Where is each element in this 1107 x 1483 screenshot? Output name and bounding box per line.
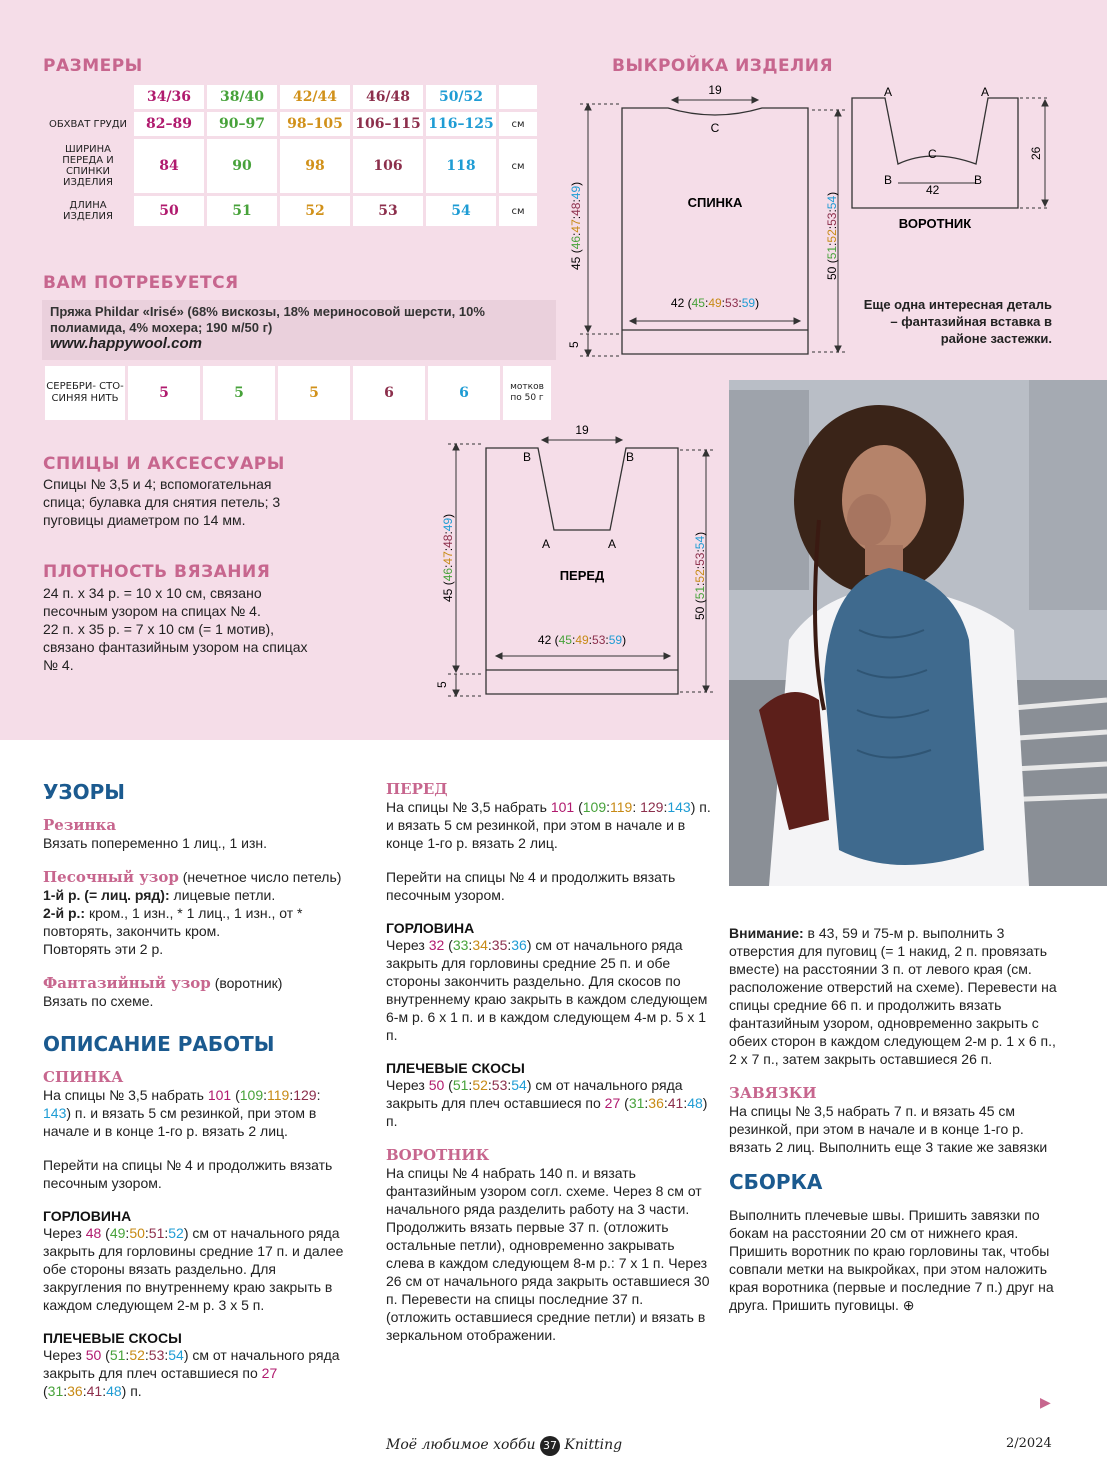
back-n-1: 101 (207, 1087, 232, 1103)
size-header-5: 50/52 (426, 85, 496, 109)
back-length-label: 50 (51:52:53:54) (825, 191, 839, 280)
ties-title: ЗАВЯЗКИ (729, 1084, 817, 1102)
sand-note: (нечетное число петель) (182, 869, 342, 885)
unit-cm: см (499, 139, 537, 193)
neck-n-4: 51 (148, 1225, 165, 1241)
collar-point-a-left: A (884, 85, 893, 99)
back-neck-title: ГОРЛОВИНА (43, 1208, 132, 1224)
attention-text (729, 924, 1059, 1068)
front-width-5: 59 (608, 633, 623, 647)
width-4: 106 (353, 139, 423, 193)
back-width-3: 49 (708, 296, 722, 310)
sand-row-1-label: 1-й р. (= лиц. ряд): (43, 887, 170, 903)
fancy-text: Вязать по схеме. (43, 993, 154, 1009)
footer-magazine-name: Моё любимое хобби (386, 1437, 536, 1453)
front-n3-2: 51 (452, 1077, 469, 1093)
back-n-5: 143 (43, 1105, 67, 1121)
sh-n1-3: 52 (129, 1347, 145, 1363)
sizes-title: РАЗМЕРЫ (43, 56, 143, 76)
work-title: ОПИСАНИЕ РАБОТЫ (43, 1032, 275, 1056)
front-neck-title: ГОРЛОВИНА (386, 920, 475, 936)
collar-point-b-left: B (884, 173, 893, 187)
front-length-3: 52 (693, 569, 707, 583)
gauge-line-1: 24 п. х 34 р. = 10 х 10 см, связано песочным узором на спицах № 4. (43, 585, 262, 619)
back-width-4: 53 (725, 296, 739, 310)
front-length-5: 54 (693, 535, 707, 550)
front-text: На спицы № 3,5 набрать 101 (109:119: 129:143) п. и вязать 5 см резинкой, при этом в начале и в конце 1-го р. вязать 2 лиц. (386, 799, 711, 851)
width-2: 90 (207, 139, 277, 193)
size-header-1: 34/36 (134, 85, 204, 109)
chest-1: 82–89 (134, 112, 204, 136)
front-width-2: 45 (558, 633, 572, 647)
model-illustration (729, 380, 1107, 886)
front-b: п. и вязать 5 см резинкой, при этом в начале и в конце 1-го р. вязать 2 лиц. (386, 799, 711, 851)
back-width-label: 42 (45:49:53:59) (670, 296, 760, 310)
front-a: На спицы № 3,5 набрать (386, 799, 547, 815)
front-n4-3: 36 (648, 1095, 664, 1111)
front-title: ПЕРЕД (386, 780, 448, 798)
back-shoulder-text: Через 50 (51:52:53:54) см от начального ряда закрыть для плеч оставшиеся по 27 (31:36:41:48) п. (43, 1347, 340, 1399)
front-n2-4: 35 (491, 937, 508, 953)
back-width-main: 42 (670, 296, 685, 310)
back-neck-width: 19 (708, 83, 722, 97)
collar-point-c: C (928, 147, 937, 161)
back-neck-a: Через (43, 1225, 82, 1241)
front-n3-5: 54 (511, 1077, 527, 1093)
sand-row-2 (43, 904, 363, 940)
yarn-table (42, 363, 554, 423)
front-n4-2: 31 (628, 1095, 645, 1111)
sh-n1-1: 50 (85, 1347, 102, 1363)
front-n4-5: 48 (687, 1095, 703, 1111)
assembly-text (729, 1206, 1059, 1314)
back-title: СПИНКА (43, 1068, 124, 1086)
front-schematic (430, 420, 720, 710)
back-text-a: На спицы № 3,5 набрать (43, 1087, 204, 1103)
front-arm-3: 47 (441, 551, 455, 565)
neck-n-1: 48 (85, 1225, 102, 1241)
length-2: 51 (207, 196, 277, 226)
footer-magazine (386, 1436, 622, 1456)
footer-issue: 2/2024 (1006, 1436, 1052, 1451)
front-n2-3: 34 (472, 937, 488, 953)
sizes-table (42, 82, 540, 229)
tools-title: СПИЦЫ И АКСЕССУАРЫ (43, 454, 285, 474)
collar-point-a-right: A (981, 85, 990, 99)
yarn-qty-4: 6 (353, 366, 425, 420)
back-length-4: 53 (825, 212, 839, 226)
front-width-label: 42 (45:49:53:59) (537, 633, 627, 647)
back-arm-main: 45 (569, 256, 583, 270)
width-5: 118 (426, 139, 496, 193)
unit-cm: см (499, 112, 537, 136)
back-sh-c: п. (130, 1383, 142, 1399)
front-width-4: 53 (592, 633, 606, 647)
back-neck-b: см от начального ряда закрыть для горловины средние 17 п. и далее обе стороны вязать раздельно. Для закругления по внутреннему краю закрыть в каждом следующем 2-м р. 3 х 5 п. (43, 1225, 344, 1313)
front-n1-1: 101 (550, 799, 575, 815)
front-length-label: 50 (51:52:53:54) (693, 531, 707, 620)
photo-caption: Еще одна интересная деталь – фантазийная вставка в районе застежки. (863, 297, 1052, 346)
back-width-2: 45 (691, 296, 705, 310)
sh-n2-1: 27 (261, 1365, 278, 1381)
row-label-length: ДЛИНА ИЗДЕЛИЯ (45, 196, 131, 226)
back-arm-label: 45 (46:47:48:49) (569, 181, 583, 270)
length-5: 54 (426, 196, 496, 226)
sh-n1-5: 54 (168, 1347, 184, 1363)
front-arm-4: 48 (441, 534, 455, 548)
back-length-3: 52 (825, 229, 839, 243)
front-section (386, 780, 711, 1344)
unit-cm: см (499, 196, 537, 226)
width-1: 84 (134, 139, 204, 193)
front-width-3: 49 (575, 633, 589, 647)
footer-brand: Knitting (564, 1437, 623, 1453)
neck-n-5: 52 (168, 1225, 184, 1241)
fancy-title: Фантазийный узор (43, 974, 211, 992)
attention-body: в 43, 59 и 75-м р. выполнить 3 отверстия для пуговиц (= 1 накид, 2 п. провязать вместе) на расстоянии 3 п. от левого края (см. расположение отверстий на схеме). Перевести на спицы средние 66 п. и продолжить вязать фантазийным узором, одновременно закрыть с обеих сторон в каждом следующем 2-м р. 1 х 6 п., 2 х 7 п., затем закрыть оставшиеся 26 п. (729, 925, 1057, 1067)
front-n4-4: 41 (667, 1095, 684, 1111)
back-point-c: C (710, 121, 720, 135)
back-length-2: 51 (825, 245, 839, 260)
need-title: ВАМ ПОТРЕБУЕТСЯ (43, 273, 239, 293)
front-point-a-right: A (608, 537, 617, 551)
front-sh-c: п. (386, 1113, 398, 1129)
front-n2-5: 36 (511, 937, 527, 953)
front-hem: 5 (435, 681, 449, 688)
back-neck-text: Через 48 (49:50:51:52) см от начального ряда закрыть для горловины средние 17 п. и далее обе стороны вязать раздельно. Для закругления по внутреннему краю закрыть в каждом следующем 2-м р. 3 х 5 п. (43, 1225, 344, 1313)
front-n1-5: 143 (667, 799, 691, 815)
sh-n1-4: 53 (148, 1347, 165, 1363)
back-arm-3: 47 (569, 219, 583, 233)
neck-n-3: 50 (129, 1225, 145, 1241)
sand-repeat: Повторять эти 2 р. (43, 941, 164, 957)
front-neck-b: см от начального ряда закрыть для горловины средние 25 п. и обе стороны закончить раздельно. Для скосов по внутреннему краю закрыть в каждом следующем 6-м р. 6 х 1 п. и в каждом следующем 4-м р. 5 х 1 п. (386, 937, 708, 1043)
model-photo (729, 380, 1107, 886)
sh-n2-2: 31 (47, 1383, 64, 1399)
back-shoulder-title: ПЛЕЧЕВЫЕ СКОСЫ (43, 1330, 182, 1346)
front-arm-main: 45 (441, 588, 455, 602)
sand-row-1 (43, 886, 363, 904)
back-arm-2: 46 (569, 235, 583, 250)
sand-pattern (43, 868, 363, 886)
collar-title: ВОРОТНИК (386, 1146, 490, 1164)
yarn-box (42, 300, 556, 360)
right-column (729, 924, 1059, 1314)
yarn-row-label: СЕРЕБРИ- СТО- СИНЯЯ НИТЬ (45, 366, 125, 420)
front-neck-a: Через (386, 937, 425, 953)
page-number: 37 (540, 1436, 560, 1456)
front-neck-text: Через 32 (33:34:35:36) см от начального ряда закрыть для горловины средние 25 п. и обе стороны закончить раздельно. Для скосов по внутреннему краю закрыть в каждом следующем 6-м р. 6 х 1 п. и в каждом следующем 4-м р. 5 х 1 п. (386, 937, 708, 1043)
row-label-width: ШИРИНА ПЕРЕДА И СПИНКИ ИЗДЕЛИЯ (45, 139, 131, 193)
fancy-note: (воротник) (214, 975, 283, 991)
sand-row-2-text: кром., 1 изн., * 1 лиц., 1 изн., от * повторять, закончить кром. (43, 905, 303, 939)
front-n3-4: 53 (491, 1077, 508, 1093)
size-header-3: 42/44 (280, 85, 350, 109)
back-section (43, 1068, 348, 1400)
front-arm-2: 46 (441, 567, 455, 582)
front-shoulder-text: Через 50 (51:52:53:54) см от начального ряда закрыть для плеч оставшиеся по 27 (31:36:41:48) п. (386, 1077, 708, 1129)
back-width-5: 59 (741, 296, 756, 310)
collar-text: На спицы № 4 набрать 140 п. и вязать фантазийным узором согл. схеме. Через 8 см от начального ряда разделить работу на 3 части. Продолжить вязать первые 37 п. (отложить остальные петли), одновременно закрывать слева в каждом следующем 8-м р.: 7 х 1 п. Через 26 см от начального ряда закрыть оставшиеся 30 п. Перевести на спицы последние 37 п. (отложить оставшиеся средние петли) и вязать в зеркальном отображении. (386, 1165, 710, 1343)
gauge-line-2: 22 п. х 35 р. = 7 х 10 см (= 1 мотив), связано фантазийным узором на спицах № 4. (43, 621, 308, 673)
front-arm-label: 45 (46:47:48:49) (441, 513, 455, 602)
front-width-main: 42 (537, 633, 552, 647)
attention-label: Внимание: (729, 925, 804, 941)
collar-label: ВОРОТНИК (898, 216, 972, 231)
front-neck-width: 19 (575, 423, 589, 437)
length-3: 52 (280, 196, 350, 226)
front-label: ПЕРЕД (559, 568, 605, 583)
chest-2: 90–97 (207, 112, 277, 136)
collar-schematic (840, 80, 1055, 240)
gauge-text (43, 584, 313, 674)
back-text-c: Перейти на спицы № 4 и продолжить вязать песочным узором. (43, 1157, 333, 1191)
next-page-arrow-icon: ▶ (1040, 1394, 1051, 1410)
collar-height: 26 (1029, 146, 1043, 160)
front-n1-4: 129 (640, 799, 664, 815)
back-length-main: 50 (825, 266, 839, 280)
back-sh-b: см от начального ряда закрыть для плеч оставшиеся по (43, 1347, 340, 1381)
front-n1-3: 119 (610, 799, 633, 815)
back-hem: 5 (567, 341, 581, 348)
size-header-2: 38/40 (207, 85, 277, 109)
schematic-title: ВЫКРОЙКА ИЗДЕЛИЯ (612, 56, 834, 76)
front-sh-b: см от начального ряда закрыть для плеч оставшиеся по (386, 1077, 683, 1111)
length-4: 53 (353, 196, 423, 226)
sand-row-2-label: 2-й р.: (43, 905, 86, 921)
front-shoulder-title: ПЛЕЧЕВЫЕ СКОСЫ (386, 1060, 525, 1076)
front-n3-1: 50 (428, 1077, 445, 1093)
chest-4: 106–115 (353, 112, 423, 136)
gauge-title: ПЛОТНОСТЬ ВЯЗАНИЯ (43, 562, 271, 582)
front-n4-1: 27 (604, 1095, 621, 1111)
sh-n2-3: 36 (67, 1383, 83, 1399)
back-sh-a: Через (43, 1347, 82, 1363)
sh-n1-2: 51 (109, 1347, 126, 1363)
back-arm-5: 49 (569, 185, 583, 200)
collar-width: 42 (926, 183, 940, 197)
yarn-qty-3: 5 (278, 366, 350, 420)
chest-5: 116–125 (426, 112, 496, 136)
assembly-title: СБОРКА (729, 1170, 823, 1194)
front-length-4: 53 (693, 552, 707, 566)
front-n2-1: 32 (428, 937, 445, 953)
yarn-qty-5: 6 (428, 366, 500, 420)
front-point-b-right: B (626, 450, 635, 464)
yarn-url[interactable]: www.happywool.com (50, 335, 202, 352)
patterns-title: УЗОРЫ (43, 780, 126, 804)
rib-title: Резинка (43, 816, 117, 834)
collar-point-b-right: B (974, 173, 983, 187)
yarn-description: Пряжа Phildar «Irisé» (68% вискозы, 18% мериносовой шерсти, 10% полиамида, 4% мохера; 190 м/50 г) (50, 304, 485, 335)
back-text-b: п. и вязать 5 см резинкой, при этом в начале и в конце 1-го р. вязать 2 лиц. (43, 1105, 317, 1139)
sand-title: Песочный узор (43, 868, 179, 886)
chest-3: 98–105 (280, 112, 350, 136)
front-c: Перейти на спицы № 4 и продолжить вязать песочным узором. (386, 869, 676, 903)
front-length-2: 51 (693, 585, 707, 600)
front-point-b-left: B (523, 450, 532, 464)
back-n-4: 129 (293, 1087, 317, 1103)
tools-text: Спицы № 3,5 и 4; вспомогательная спица; булавка для снятия петель; 3 пуговицы диаметром по 14 мм. (43, 476, 281, 528)
yarn-qty-1: 5 (128, 366, 200, 420)
front-n1-2: 109 (582, 799, 607, 815)
ties-text: На спицы № 3,5 набрать 7 п. и вязать 45 см резинкой, при этом в начале и в конце 1-го р. вязать 2 лиц. Выполнить еще 3 такие же завязки (729, 1103, 1048, 1155)
length-1: 50 (134, 196, 204, 226)
front-point-a-left: A (542, 537, 551, 551)
front-arm-5: 49 (441, 517, 455, 532)
row-label-chest: ОБХВАТ ГРУДИ (45, 112, 131, 136)
yarn-unit: мотков по 50 г (503, 366, 551, 420)
sh-n2-5: 48 (106, 1383, 122, 1399)
back-n-2: 109 (239, 1087, 264, 1103)
front-n3-3: 52 (472, 1077, 488, 1093)
front-sh-a: Через (386, 1077, 425, 1093)
fancy-pattern (43, 974, 363, 992)
back-length-5: 54 (825, 195, 839, 210)
back-schematic (560, 80, 860, 370)
back-label: СПИНКА (687, 195, 743, 210)
sand-row-1-text: лицевые петли. (173, 887, 276, 903)
size-header-4: 46/48 (353, 85, 423, 109)
patterns-section (43, 816, 363, 1010)
back-n-3: 119 (267, 1087, 290, 1103)
back-text: На спицы № 3,5 набрать 101 (109:119:129: 143) п. и вязать 5 см резинкой, при этом в начале и в конце 1-го р. вязать 2 лиц. (43, 1087, 321, 1139)
front-length-main: 50 (693, 606, 707, 620)
rib-text: Вязать попеременно 1 лиц., 1 изн. (43, 835, 267, 851)
yarn-qty-2: 5 (203, 366, 275, 420)
end-mark-icon: ⊕ (902, 1297, 915, 1313)
front-n2-2: 33 (452, 937, 469, 953)
neck-n-2: 49 (109, 1225, 126, 1241)
assembly-body: Выполнить плечевые швы. Пришить завязки по бокам на расстоянии 20 см от нижнего края. Пришить воротник по краю горловины так, чтобы совпали метки на выкройках, при этом наложить края воротника (первые и последние 7 п.) друг на друга. Пришить пуговицы. (729, 1207, 1054, 1313)
back-arm-4: 48 (569, 202, 583, 216)
width-3: 98 (280, 139, 350, 193)
sh-n2-4: 41 (86, 1383, 103, 1399)
